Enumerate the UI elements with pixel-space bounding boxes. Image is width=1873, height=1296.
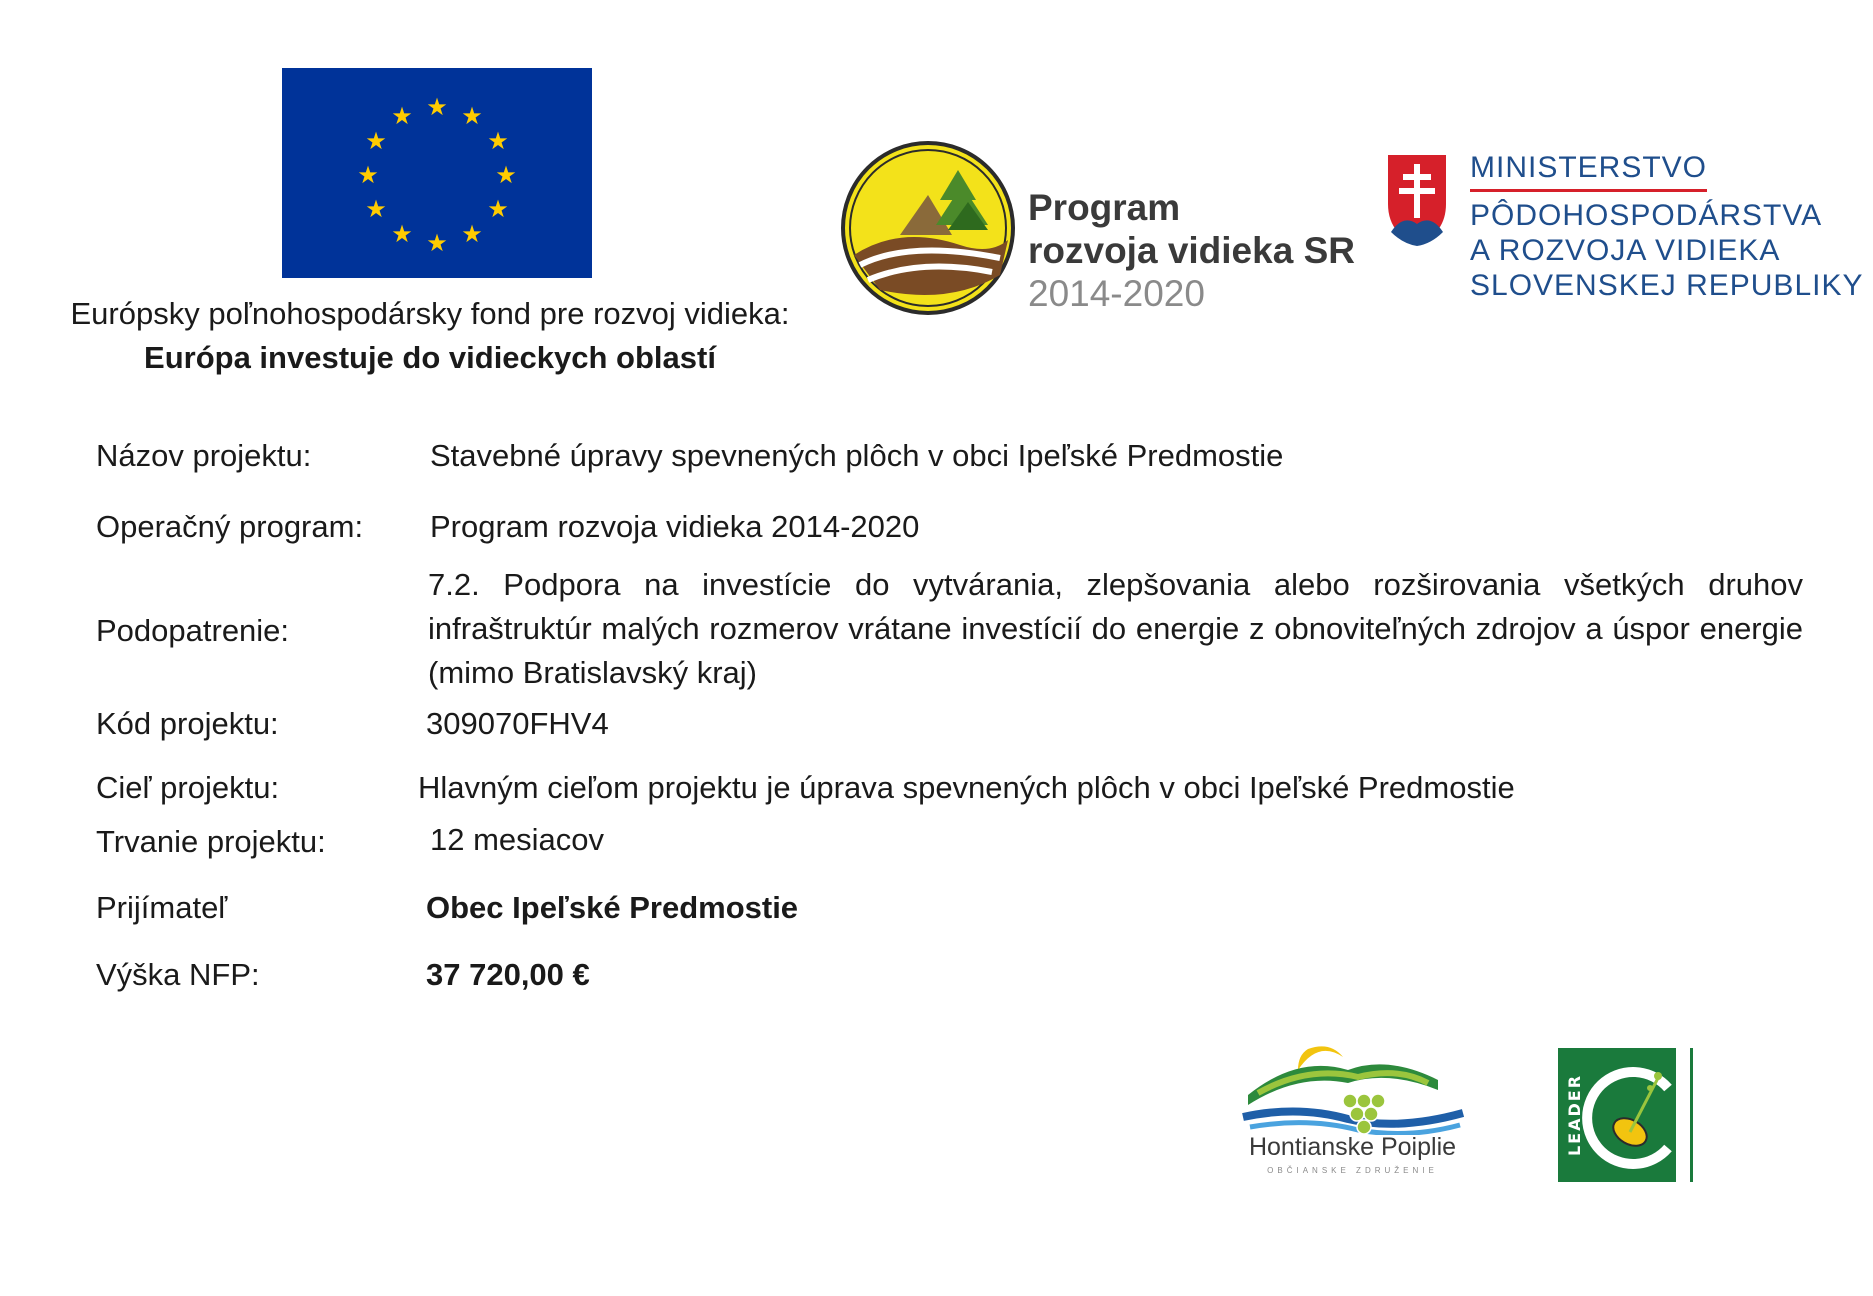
- prv-text-logo: [1028, 186, 1355, 315]
- nazov-label: Názov projektu:: [96, 438, 312, 473]
- podopatrenie-value: 7.2. Podpora na investície do vytvárania, zlepšovania alebo rozširovania všetkých druhov infraštruktúr malých rozmerov vrátane investícií do energie z obnoviteľných zdrojov a úspor energie (mimo Bratislavský kraj): [428, 567, 1803, 690]
- svg-text:★: ★: [426, 230, 448, 257]
- svg-text:★: ★: [487, 128, 509, 155]
- hontianske-poiplie-sub: OBČIANSKE ZDRUŽENIE: [1267, 1166, 1438, 1175]
- svg-text:★: ★: [365, 128, 387, 155]
- svg-text:★: ★: [391, 103, 413, 130]
- ciel-label: Cieľ projektu:: [96, 770, 280, 805]
- kod-label: Kód projektu:: [96, 706, 279, 741]
- eu-caption-line1: Európsky poľnohospodársky fond pre rozvoj vidieka:: [70, 296, 790, 331]
- prijimatel-label: Prijímateľ: [96, 890, 228, 925]
- prv-line1: Program: [1028, 187, 1181, 228]
- program-label: Operačný program:: [96, 509, 364, 544]
- rural-landscape-icon: [840, 140, 1016, 316]
- hills-grapes-icon: [1238, 1035, 1468, 1135]
- prv-emblem-logo: [840, 140, 1016, 316]
- svg-text:★: ★: [426, 94, 448, 121]
- svg-text:★: ★: [495, 162, 517, 189]
- ministry-text-logo: [1470, 150, 1863, 303]
- leader-logo: [1558, 1048, 1698, 1182]
- ministry-line2: PÔDOHOSPODÁRSTVA: [1470, 199, 1823, 232]
- ministry-line3: A ROZVOJA VIDIEKA: [1470, 234, 1781, 267]
- svg-text:★: ★: [461, 103, 483, 130]
- svg-text:★: ★: [391, 221, 413, 248]
- slovak-coat-of-arms-icon: [1385, 152, 1449, 248]
- program-value: Program rozvoja vidieka 2014-2020: [430, 509, 920, 544]
- ministry-line1: MINISTERSTVO: [1470, 150, 1707, 192]
- svg-text:★: ★: [357, 162, 379, 189]
- svg-text:★: ★: [461, 221, 483, 248]
- svg-text:★: ★: [487, 196, 509, 223]
- prv-line2: rozvoja vidieka SR: [1028, 230, 1355, 271]
- hontianske-poiplie-name: Hontianske Poiplie: [1248, 1133, 1457, 1161]
- eu-caption-line2: Európa investuje do vidieckych oblastí: [144, 340, 716, 375]
- prijimatel-value: Obec Ipeľské Predmostie: [426, 890, 799, 925]
- leader-emblem-icon: [1558, 1048, 1698, 1182]
- nfp-value: 37 720,00 €: [426, 957, 590, 992]
- svg-text:★: ★: [365, 196, 387, 223]
- leader-wordmark: LEADER: [1565, 1073, 1584, 1157]
- trvanie-value: 12 mesiacov: [430, 822, 605, 857]
- prv-line3: 2014-2020: [1028, 273, 1205, 314]
- kod-value: 309070FHV4: [426, 706, 609, 741]
- trvanie-label: Trvanie projektu:: [96, 824, 326, 859]
- ministry-line4: SLOVENSKEJ REPUBLIKY: [1470, 269, 1864, 302]
- nfp-label: Výška NFP:: [96, 957, 260, 992]
- eu-flag-logo: [282, 68, 592, 278]
- eu-caption: [30, 292, 830, 380]
- ciel-value: Hlavným cieľom projektu je úprava spevnených plôch v obci Ipeľské Predmostie: [418, 770, 1515, 805]
- podopatrenie-label: Podopatrenie:: [96, 613, 290, 648]
- nazov-value: Stavebné úpravy spevnených plôch v obci Ipeľské Predmostie: [430, 438, 1284, 473]
- eu-stars-icon: [282, 68, 592, 278]
